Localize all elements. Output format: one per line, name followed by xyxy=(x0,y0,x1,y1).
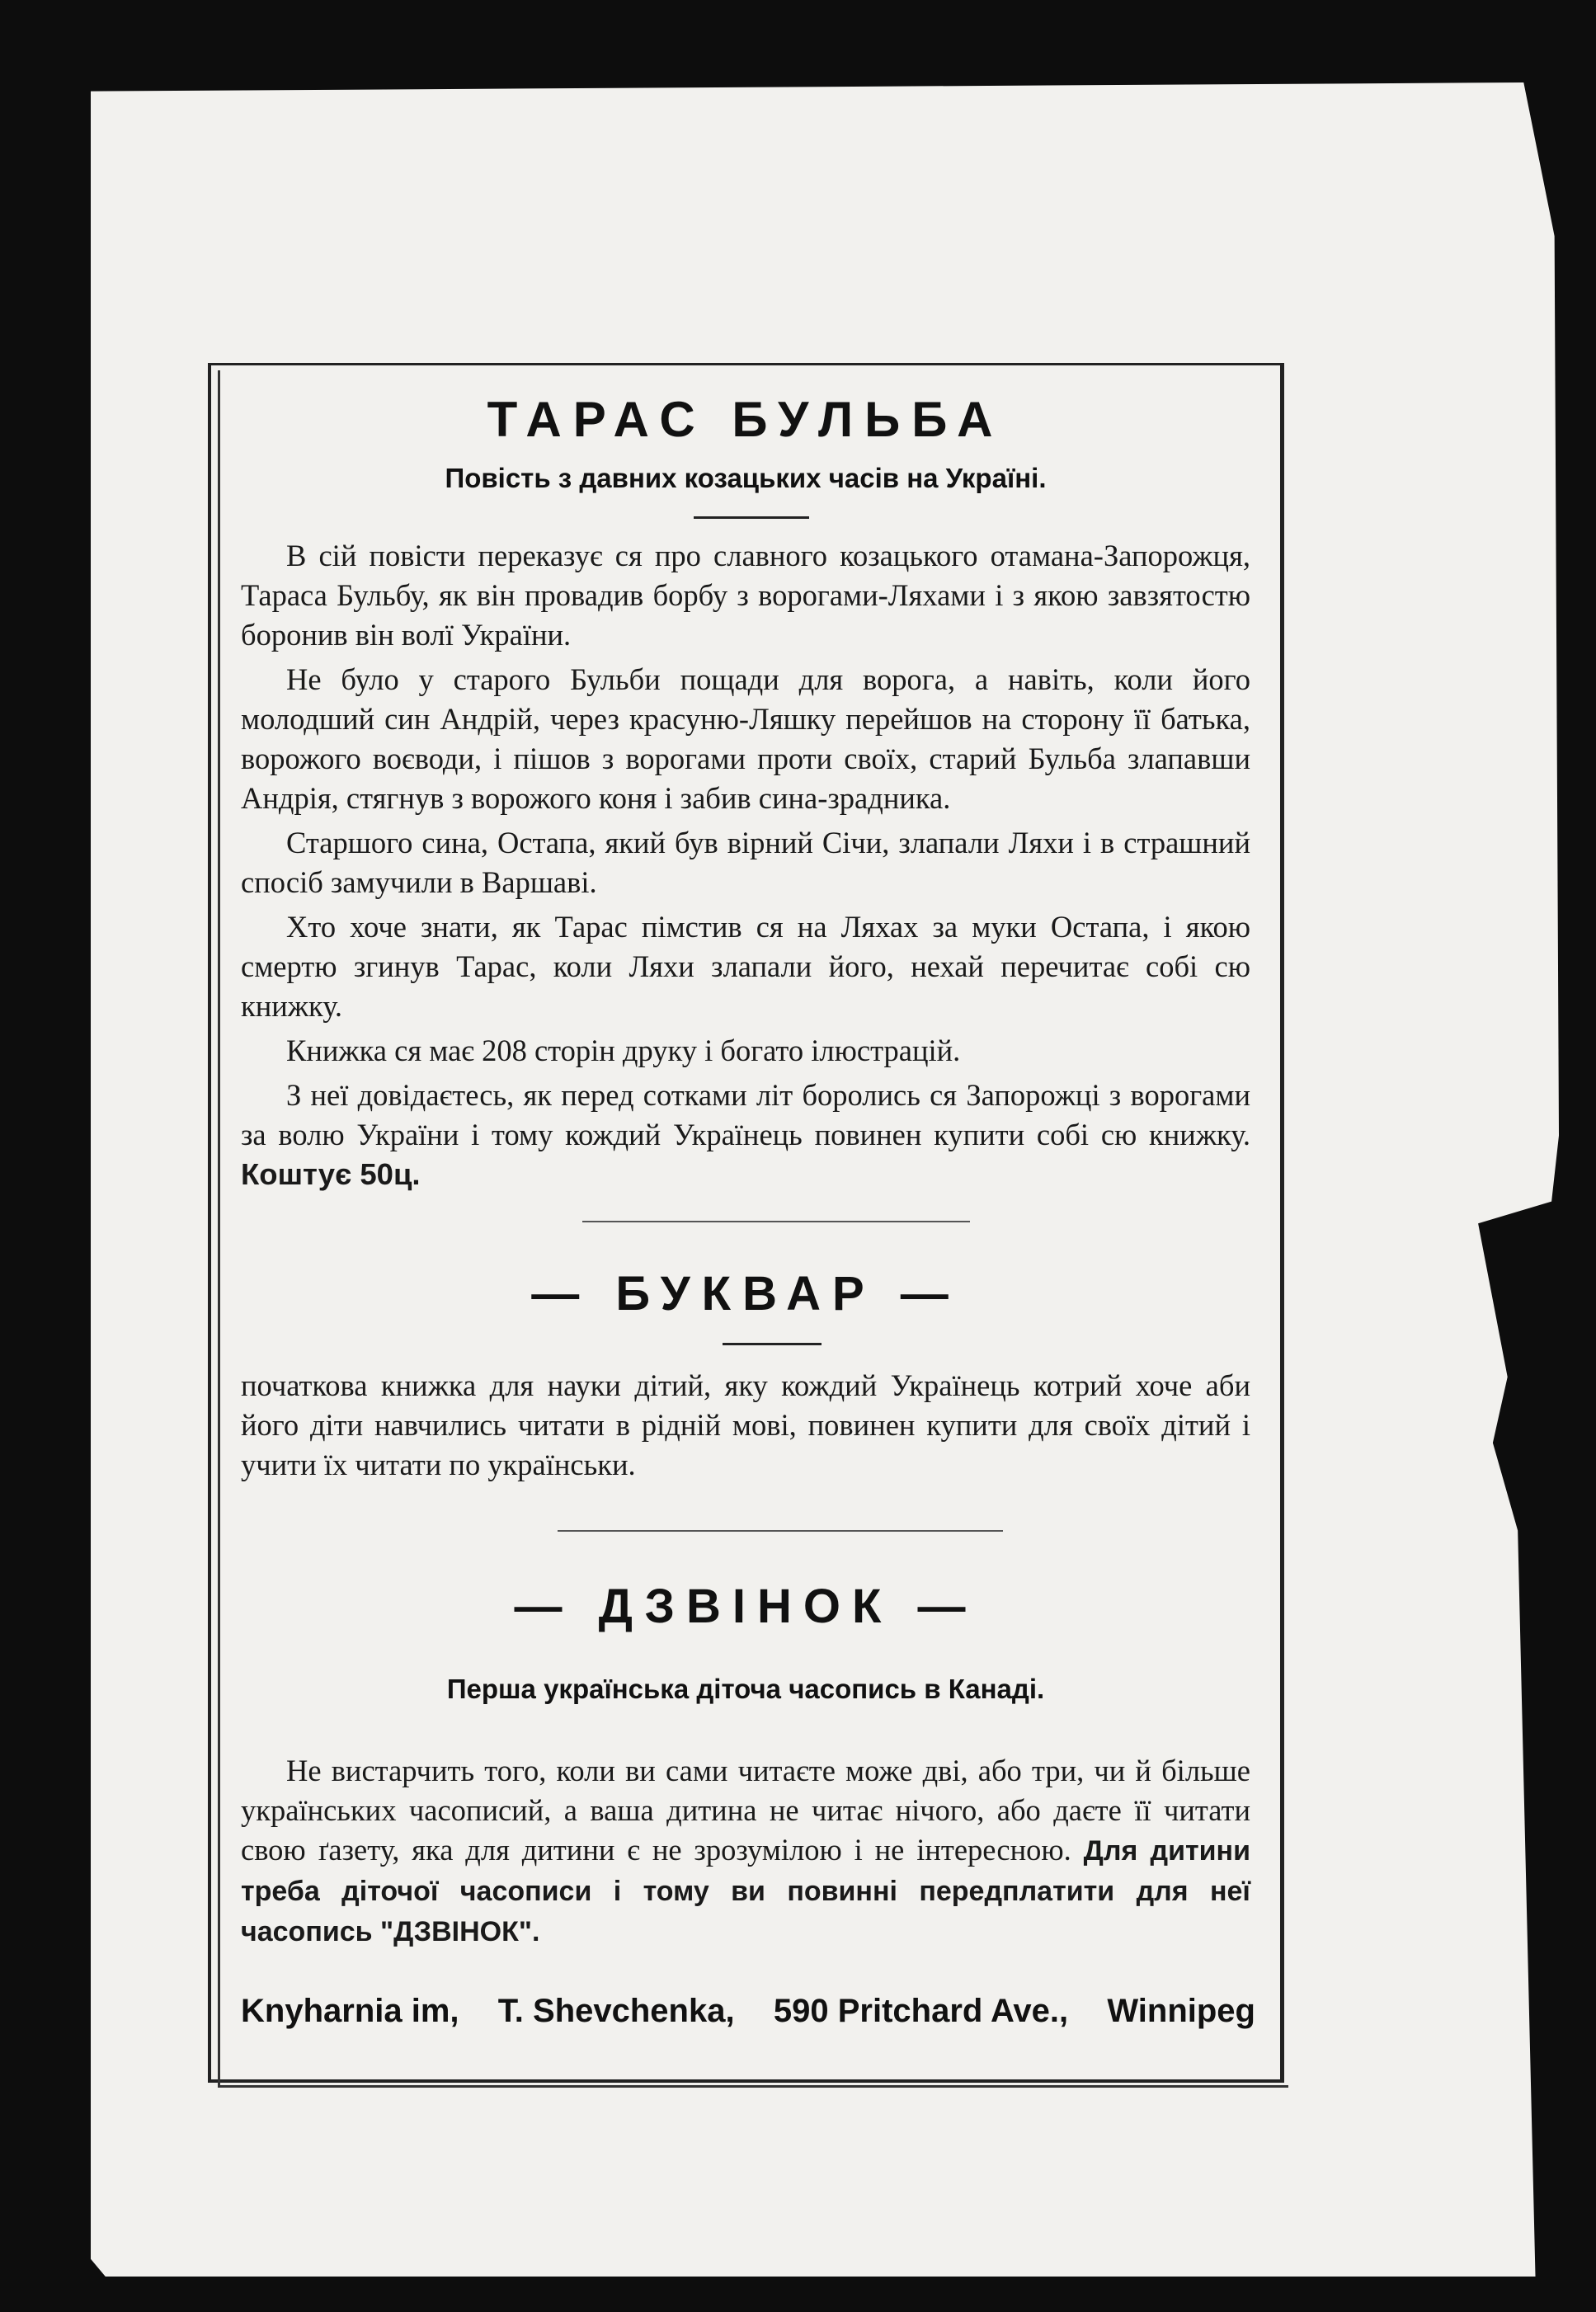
footer-name: T. Shevchenka, xyxy=(497,1993,735,2029)
taras-description xyxy=(241,536,1250,1199)
dzvinok-title: — ДЗВІНОК — xyxy=(514,1580,977,1633)
dzvinok-paragraph xyxy=(241,1751,1250,1952)
footer-store: Knyharnia im, xyxy=(241,1993,459,2029)
divider xyxy=(582,1221,970,1222)
bukvar-title: — БУКВАР — xyxy=(531,1267,960,1321)
footer-address: 590 Pritchard Ave., xyxy=(773,1993,1069,2029)
publisher-footer xyxy=(241,1994,1255,2027)
dzvinok-subtitle: Перша українська діточа часопись в Канаді. xyxy=(446,1674,1045,1704)
dzvinok-description xyxy=(241,1751,1250,1956)
price-label: Коштує 50ц. xyxy=(241,1157,421,1191)
taras-paragraph: Не було у старого Бульби пощади для ворога, а навіть, коли його молодший син Андрій, через красуню-Ляшку перейшов на сторону її батька, ворожого воєводи, і пішов з ворогами проти своїх, старий Бульба злапавши Андрія, стягнув з ворожого коня і забив сина-зрадника. xyxy=(241,662,1250,815)
divider xyxy=(694,516,809,519)
taras-subtitle: Повість з давних козацьких часів на Україні. xyxy=(445,463,1047,493)
taras-paragraph: В сій повісти переказує ся про славного козацького отамана-Запорожця, Тараса Бульбу, як він провадив борбу з ворогами-Ляхами і з якою завзятостю боронив він волї України. xyxy=(241,539,1250,652)
taras-paragraph: Книжка ся має 208 сторін друку і богато ілюстрацій. xyxy=(286,1034,961,1067)
advertisement-frame xyxy=(208,363,1284,2083)
dzvinok-call-to-action: Для дитини треба діточої часописи і тому ви повинні передплатити для неї часопись "ДЗВІНОК". xyxy=(241,1835,1250,1947)
taras-closing-text: З неї довідаєтесь, як перед сотками літ боролись ся Запорожці з ворогами за волю України і тому кождий Українець повинен купити собі сю книжку. xyxy=(241,1078,1250,1151)
taras-paragraph xyxy=(241,1076,1250,1194)
divider xyxy=(558,1530,1003,1532)
footer-city: Winnipeg xyxy=(1107,1993,1255,2029)
bukvar-paragraph: початкова книжка для науки дітий, яку кождий Українець котрий хоче аби його діти навчились читати в рідній мові, повинен купити для своїх дітий і учити їх читати по українськи. xyxy=(241,1368,1250,1481)
taras-paragraph: Старшого сина, Остапа, який був вірний Січи, злапали Ляхи і в страшний спосіб замучили в Варшаві. xyxy=(241,826,1250,899)
dzvinok-text: Не вистарчить того, коли ви сами читаєте може дві, або три, чи й більше українських часописий, а ваша дитина не читає нічого, або даєте її читати свою ґазету, яка для дитини є не зрозумілою і не інтересною. xyxy=(241,1754,1250,1867)
taras-paragraph: Хто хоче знати, як Тарас пімстив ся на Ляхах за муки Остапа, і якою смертю згинув Тарас, коли Ляхи злапали його, нехай перечитає собі сю книжку. xyxy=(241,910,1250,1023)
bukvar-description xyxy=(241,1366,1250,1490)
taras-title: ТАРАС БУЛЬБА xyxy=(487,392,1005,447)
divider xyxy=(723,1343,822,1345)
